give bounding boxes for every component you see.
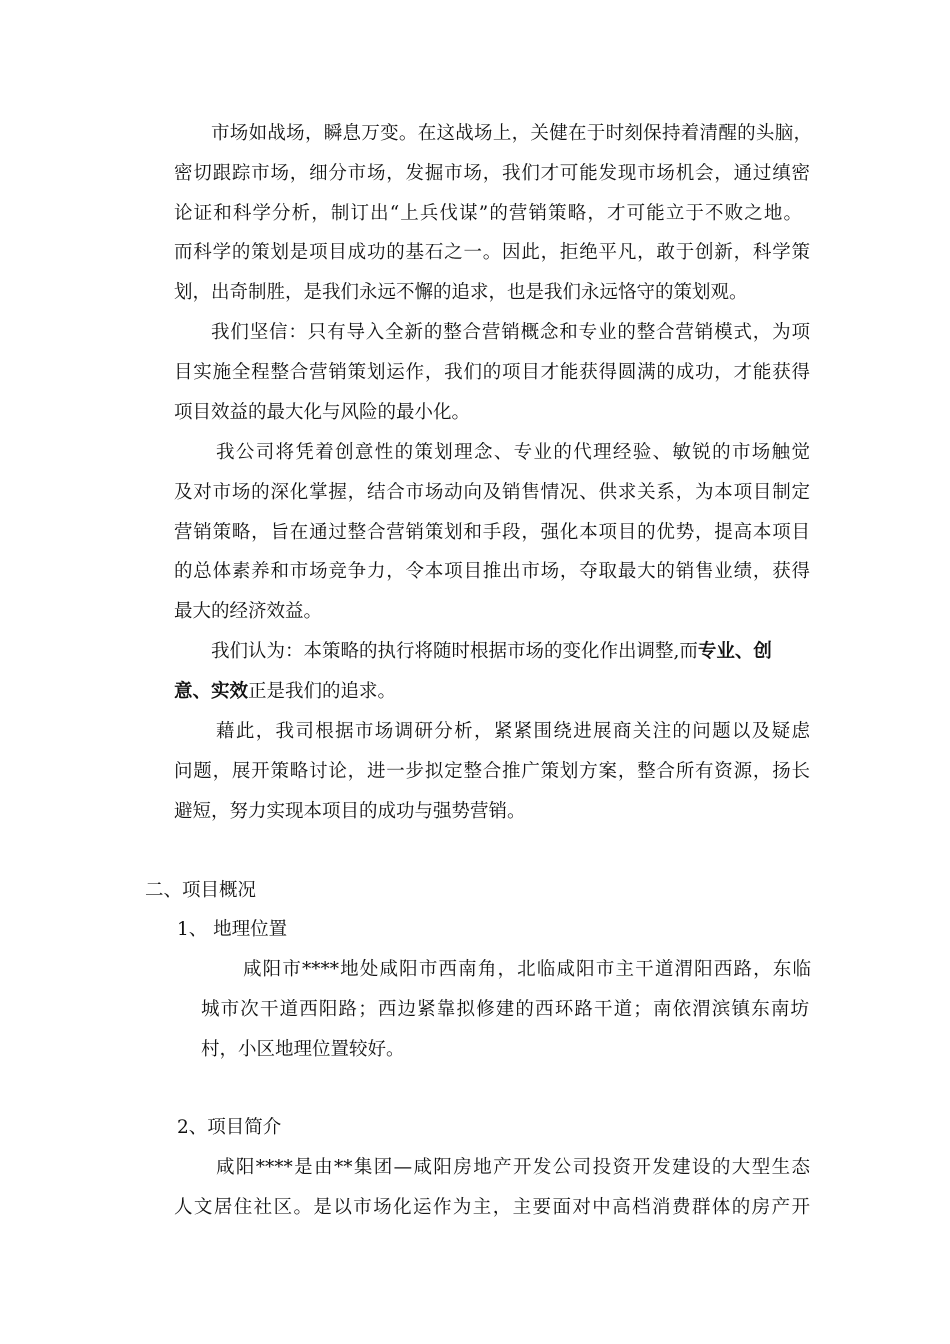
paragraph-line: 划，出奇制胜，是我们永远不懈的追求，也是我们永远恪守的策划观。: [174, 282, 748, 304]
paragraph-line: 最大的经济效益。: [174, 601, 323, 623]
paragraph-line: 我们坚信：只有导入全新的整合营销概念和专业的整合营销模式，为项: [211, 322, 810, 343]
paragraph-line: 咸阳市****地处咸阳市西南角，北临咸阳市主干道渭阳西路，东临: [243, 959, 811, 980]
paragraph-line: 问题，展开策略讨论，进一步拟定整合推广策划方案，整合所有资源，扬长: [174, 760, 810, 782]
paragraph-line: 的总体素养和市场竞争力，令本项目推出市场，夺取最大的销售业绩，获得: [174, 561, 810, 583]
paragraph-4: [174, 632, 812, 712]
paragraph-line: 营销策略，旨在通过整合营销策划和手段，强化本项目的优势，提高本项目: [174, 521, 810, 543]
paragraph-line: 目实施全程整合营销策划运作，我们的项目才能获得圆满的成功，才能获得: [174, 361, 810, 383]
paragraph-line: 市场如战场，瞬息万变。在这战场上，关健在于时刻保持着清醒的头脑，: [211, 123, 812, 144]
paragraph-line: 人文居住社区。是以市场化运作为主，主要面对中高档消费群体的房产开: [174, 1196, 810, 1218]
paragraph-line: 意、实效正是我们的追求。: [174, 680, 397, 702]
paragraph-line: 城市次干道西阳路；西边紧靠拟修建的西环路干道；南依渭滨镇东南坊: [201, 998, 809, 1020]
section-heading: 二、项目概况: [145, 880, 257, 901]
paragraph-1: [174, 114, 812, 313]
paragraph-line: 及对市场的深化掌握，结合市场动向及销售情况、供求关系，为本项目制定: [174, 481, 810, 503]
paragraph-line: 论证和科学分析，制订出“上兵伐谋”的营销策略，才可能立于不败之地。: [174, 202, 802, 224]
paragraph-line: 咸阳****是由**集团—咸阳房地产开发公司投资开发建设的大型生态: [216, 1157, 810, 1178]
emphasis-text: 意、实效: [174, 680, 249, 702]
intro-paragraph: [174, 1148, 812, 1228]
paragraph-line: 村，小区地理位置较好。: [201, 1038, 405, 1060]
paragraph-line: 密切跟踪市场，细分市场，发掘市场，我们才可能发现市场机会，通过缜密: [174, 162, 810, 184]
paragraph-5: [174, 712, 812, 831]
paragraph-line: 藉此，我司根据市场调研分析，紧紧围绕进展商关注的问题以及疑虑: [216, 721, 810, 742]
paragraph-3: [174, 433, 812, 632]
paragraph-line: 避短，努力实现本项目的成功与强势营销。: [174, 800, 526, 822]
emphasis-text: 专业、创: [697, 641, 772, 662]
paragraph-2: [174, 313, 812, 432]
location-paragraph: [201, 950, 813, 1069]
paragraph-line: 而科学的策划是项目成功的基石之一。因此，拒绝平凡，敢于创新，科学策: [174, 242, 810, 264]
paragraph-line: 项目效益的最大化与风险的最小化。: [174, 401, 471, 423]
paragraph-line: 我们认为：本策略的执行将随时根据市场的变化作出调整,而专业、创: [211, 641, 772, 662]
paragraph-line: 我公司将凭着创意性的策划理念、专业的代理经验、敏锐的市场触觉: [216, 442, 810, 463]
subsection-heading-intro: 2、项目简介: [177, 1117, 282, 1138]
subsection-heading-location: 1、 地理位置: [177, 919, 288, 940]
